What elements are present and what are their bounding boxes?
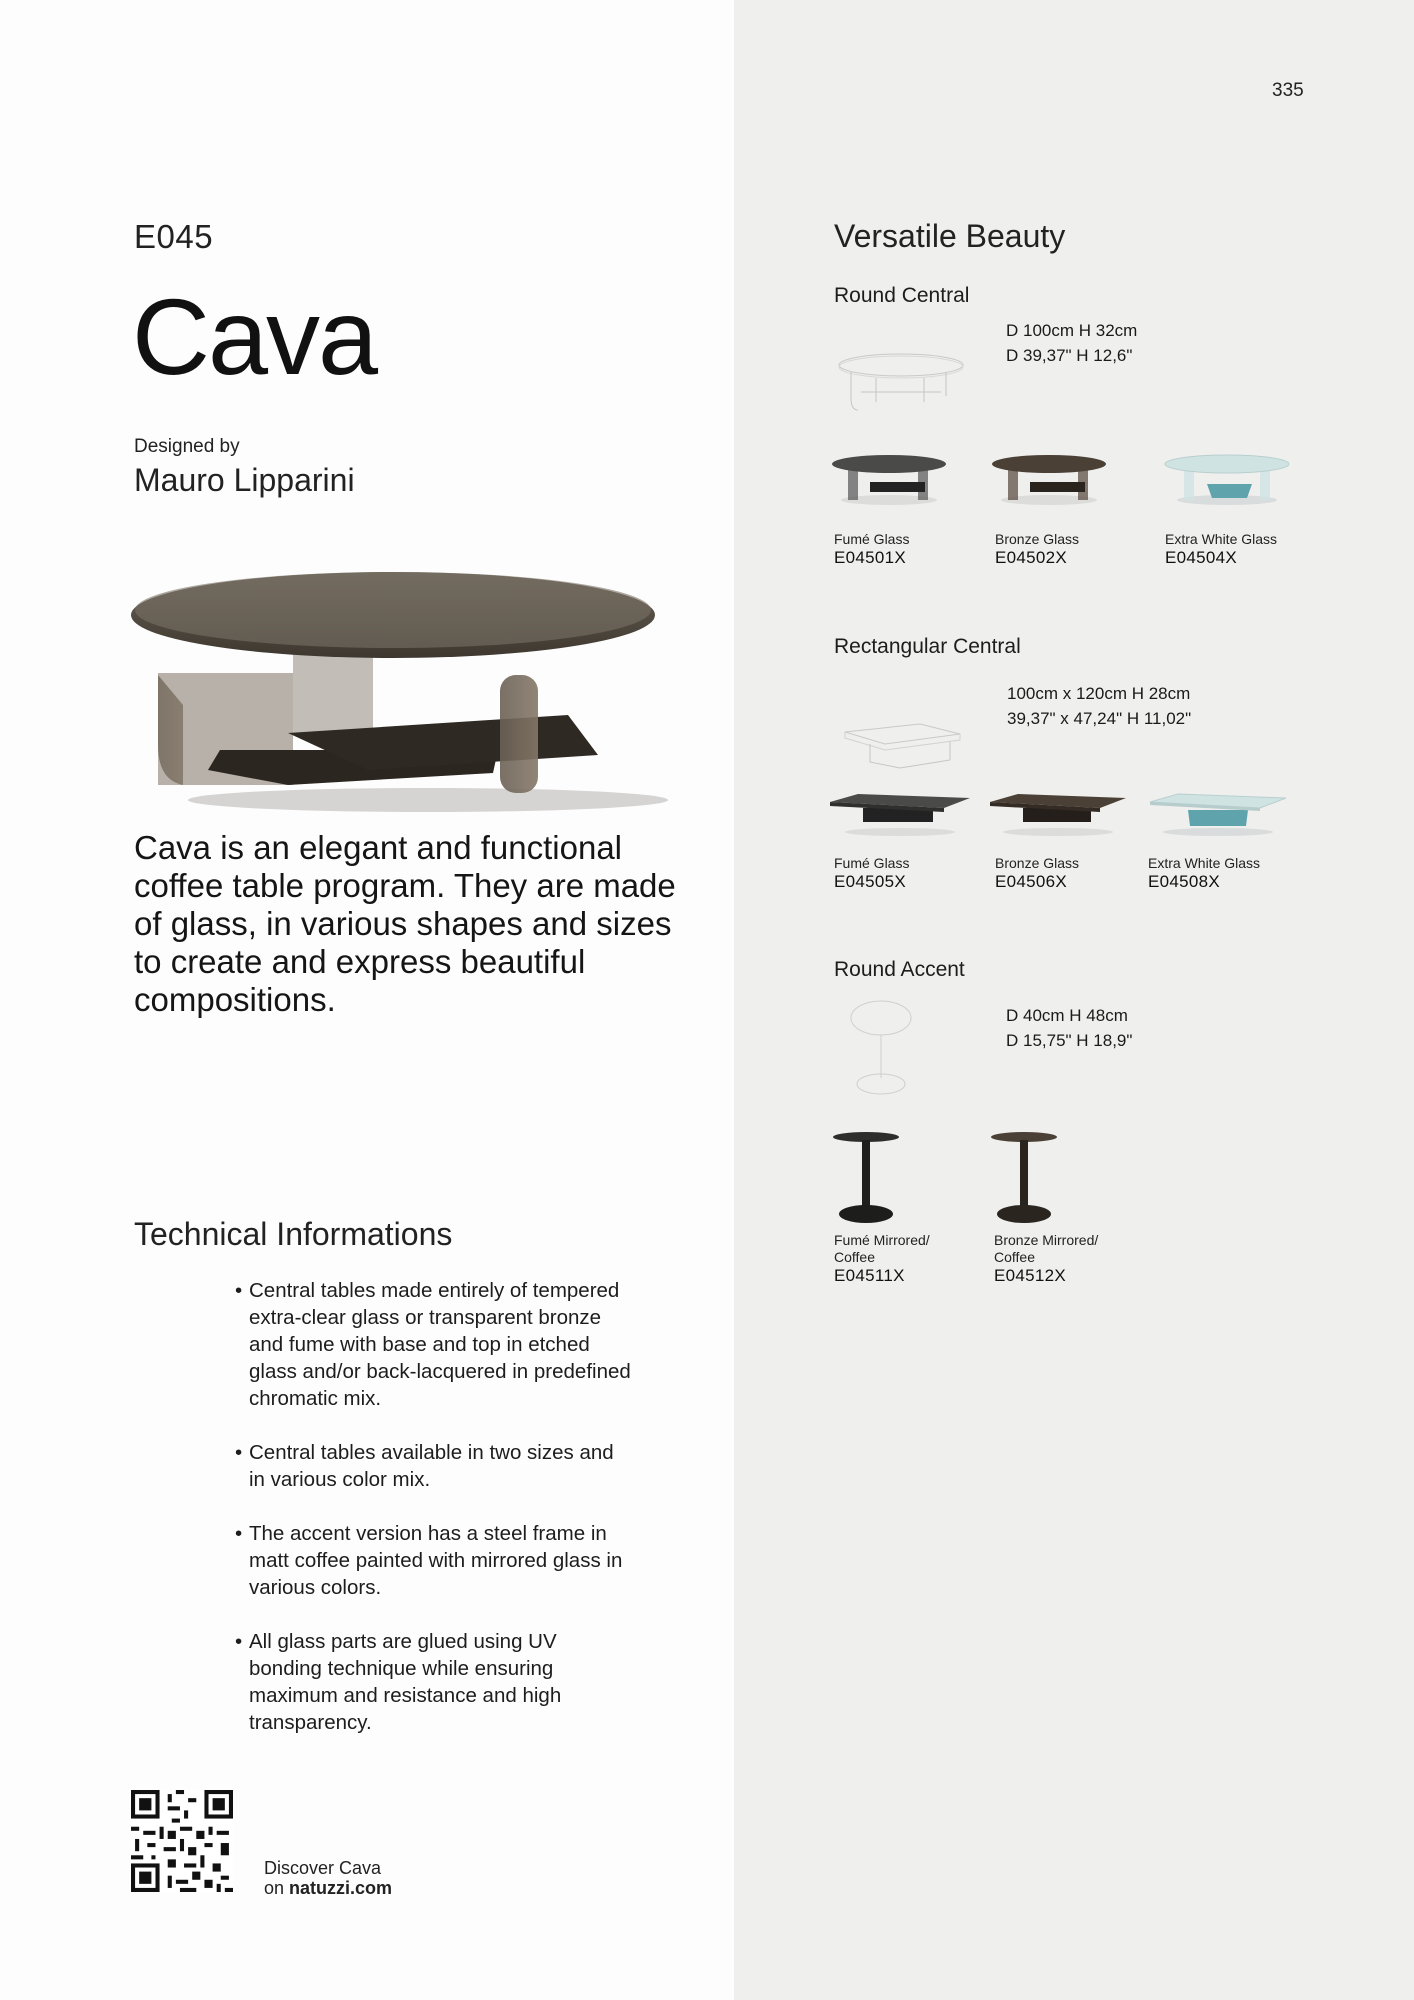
variant-code: E04508X — [1148, 872, 1221, 891]
dimensions-round-central — [1006, 318, 1137, 368]
variant-round-fume[interactable] — [834, 531, 909, 568]
round-central-outline-image — [836, 350, 966, 420]
dimension-in: D 39,37" H 12,6" — [1006, 346, 1133, 365]
dimension-cm: 100cm x 120cm H 28cm — [1007, 684, 1191, 703]
technical-item: • Central tables available in two sizes and in various color mix. — [232, 1439, 632, 1493]
rectangular-central-outline-image — [840, 720, 965, 775]
section-title-round-accent: Round Accent — [834, 958, 965, 981]
rectangular-fume-glass-image — [828, 790, 972, 840]
round-accent-fume-image — [830, 1132, 902, 1224]
variant-code: E04505X — [834, 872, 907, 891]
round-extra-white-glass-image — [1162, 452, 1292, 512]
technical-item: • The accent version has a steel frame in matt coffee painted with mirrored glass in various colors. — [232, 1520, 632, 1601]
variant-name: Extra White Glass — [1148, 855, 1261, 871]
dimension-in: 39,37" x 47,24" H 11,02" — [1007, 709, 1192, 728]
round-fume-glass-image — [830, 452, 948, 512]
discover-url[interactable]: natuzzi.com — [289, 1878, 393, 1898]
section-title-round-central: Round Central — [834, 284, 970, 307]
page-number: 335 — [1272, 80, 1304, 101]
discover-line-1: Discover Cava — [264, 1858, 382, 1878]
dimension-in: D 15,75" H 18,9" — [1006, 1031, 1133, 1050]
round-bronze-glass-image — [990, 452, 1108, 512]
dimension-cm: D 40cm H 48cm — [1006, 1006, 1128, 1025]
round-accent-outline-image — [846, 1000, 916, 1096]
technical-title: Technical Informations — [134, 1216, 453, 1252]
qr-code[interactable] — [131, 1790, 233, 1892]
variant-name: Fumé Glass — [834, 531, 910, 547]
variant-name: Extra White Glass — [1165, 531, 1278, 547]
variant-name: Bronze Mirrored/ Coffee — [994, 1232, 1099, 1265]
rectangular-extra-white-glass-image — [1148, 790, 1288, 840]
round-accent-bronze-image — [988, 1132, 1060, 1224]
rectangular-bronze-glass-image — [988, 790, 1128, 840]
variant-name: Fumé Glass — [834, 855, 910, 871]
section-title-rectangular-central: Rectangular Central — [834, 635, 1021, 658]
variant-code: E04511X — [834, 1266, 905, 1285]
variant-accent-fume[interactable] — [834, 1232, 964, 1286]
designer-name: Mauro Lipparini — [134, 462, 355, 498]
variant-code: E04501X — [834, 548, 907, 567]
variant-name: Fumé Mirrored/ Coffee — [834, 1232, 930, 1265]
variant-accent-bronze[interactable] — [994, 1232, 1124, 1286]
versatile-title: Versatile Beauty — [834, 218, 1066, 254]
variant-code: E04504X — [1165, 548, 1238, 567]
dimensions-rectangular-central — [1007, 681, 1191, 731]
discover-prefix: on — [264, 1878, 285, 1898]
technical-list — [232, 1277, 632, 1763]
dimension-cm: D 100cm H 32cm — [1006, 321, 1138, 340]
technical-item: • Central tables made entirely of tempered extra-clear glass or transparent bronze and fume with base and top in etched glass and/or back-lacquered in predefined chromatic mix. — [232, 1277, 632, 1412]
product-description: Cava is an elegant and functional coffee table program. They are made of glass, in various shapes and sizes to create and express beautiful compositions. — [134, 829, 676, 1018]
variant-rect-extra-white[interactable] — [1148, 855, 1260, 892]
dimensions-round-accent — [1006, 1003, 1132, 1053]
discover-line-2 — [264, 1878, 392, 1898]
variant-name: Bronze Glass — [995, 855, 1080, 871]
variant-rect-bronze[interactable] — [995, 855, 1079, 892]
discover-link[interactable] — [264, 1858, 392, 1898]
product-code: E045 — [134, 218, 214, 255]
designed-by-label: Designed by — [134, 436, 240, 457]
variant-round-extra-white[interactable] — [1165, 531, 1277, 568]
variant-code: E04502X — [995, 548, 1068, 567]
product-title: Cava — [132, 276, 377, 397]
hero-table-image — [128, 555, 678, 825]
variant-rect-fume[interactable] — [834, 855, 909, 892]
technical-item: • All glass parts are glued using UV bonding technique while ensuring maximum and resistance and high transparency. — [232, 1628, 632, 1736]
variant-code: E04512X — [994, 1266, 1067, 1285]
variant-name: Bronze Glass — [995, 531, 1080, 547]
variant-round-bronze[interactable] — [995, 531, 1079, 568]
variant-code: E04506X — [995, 872, 1068, 891]
